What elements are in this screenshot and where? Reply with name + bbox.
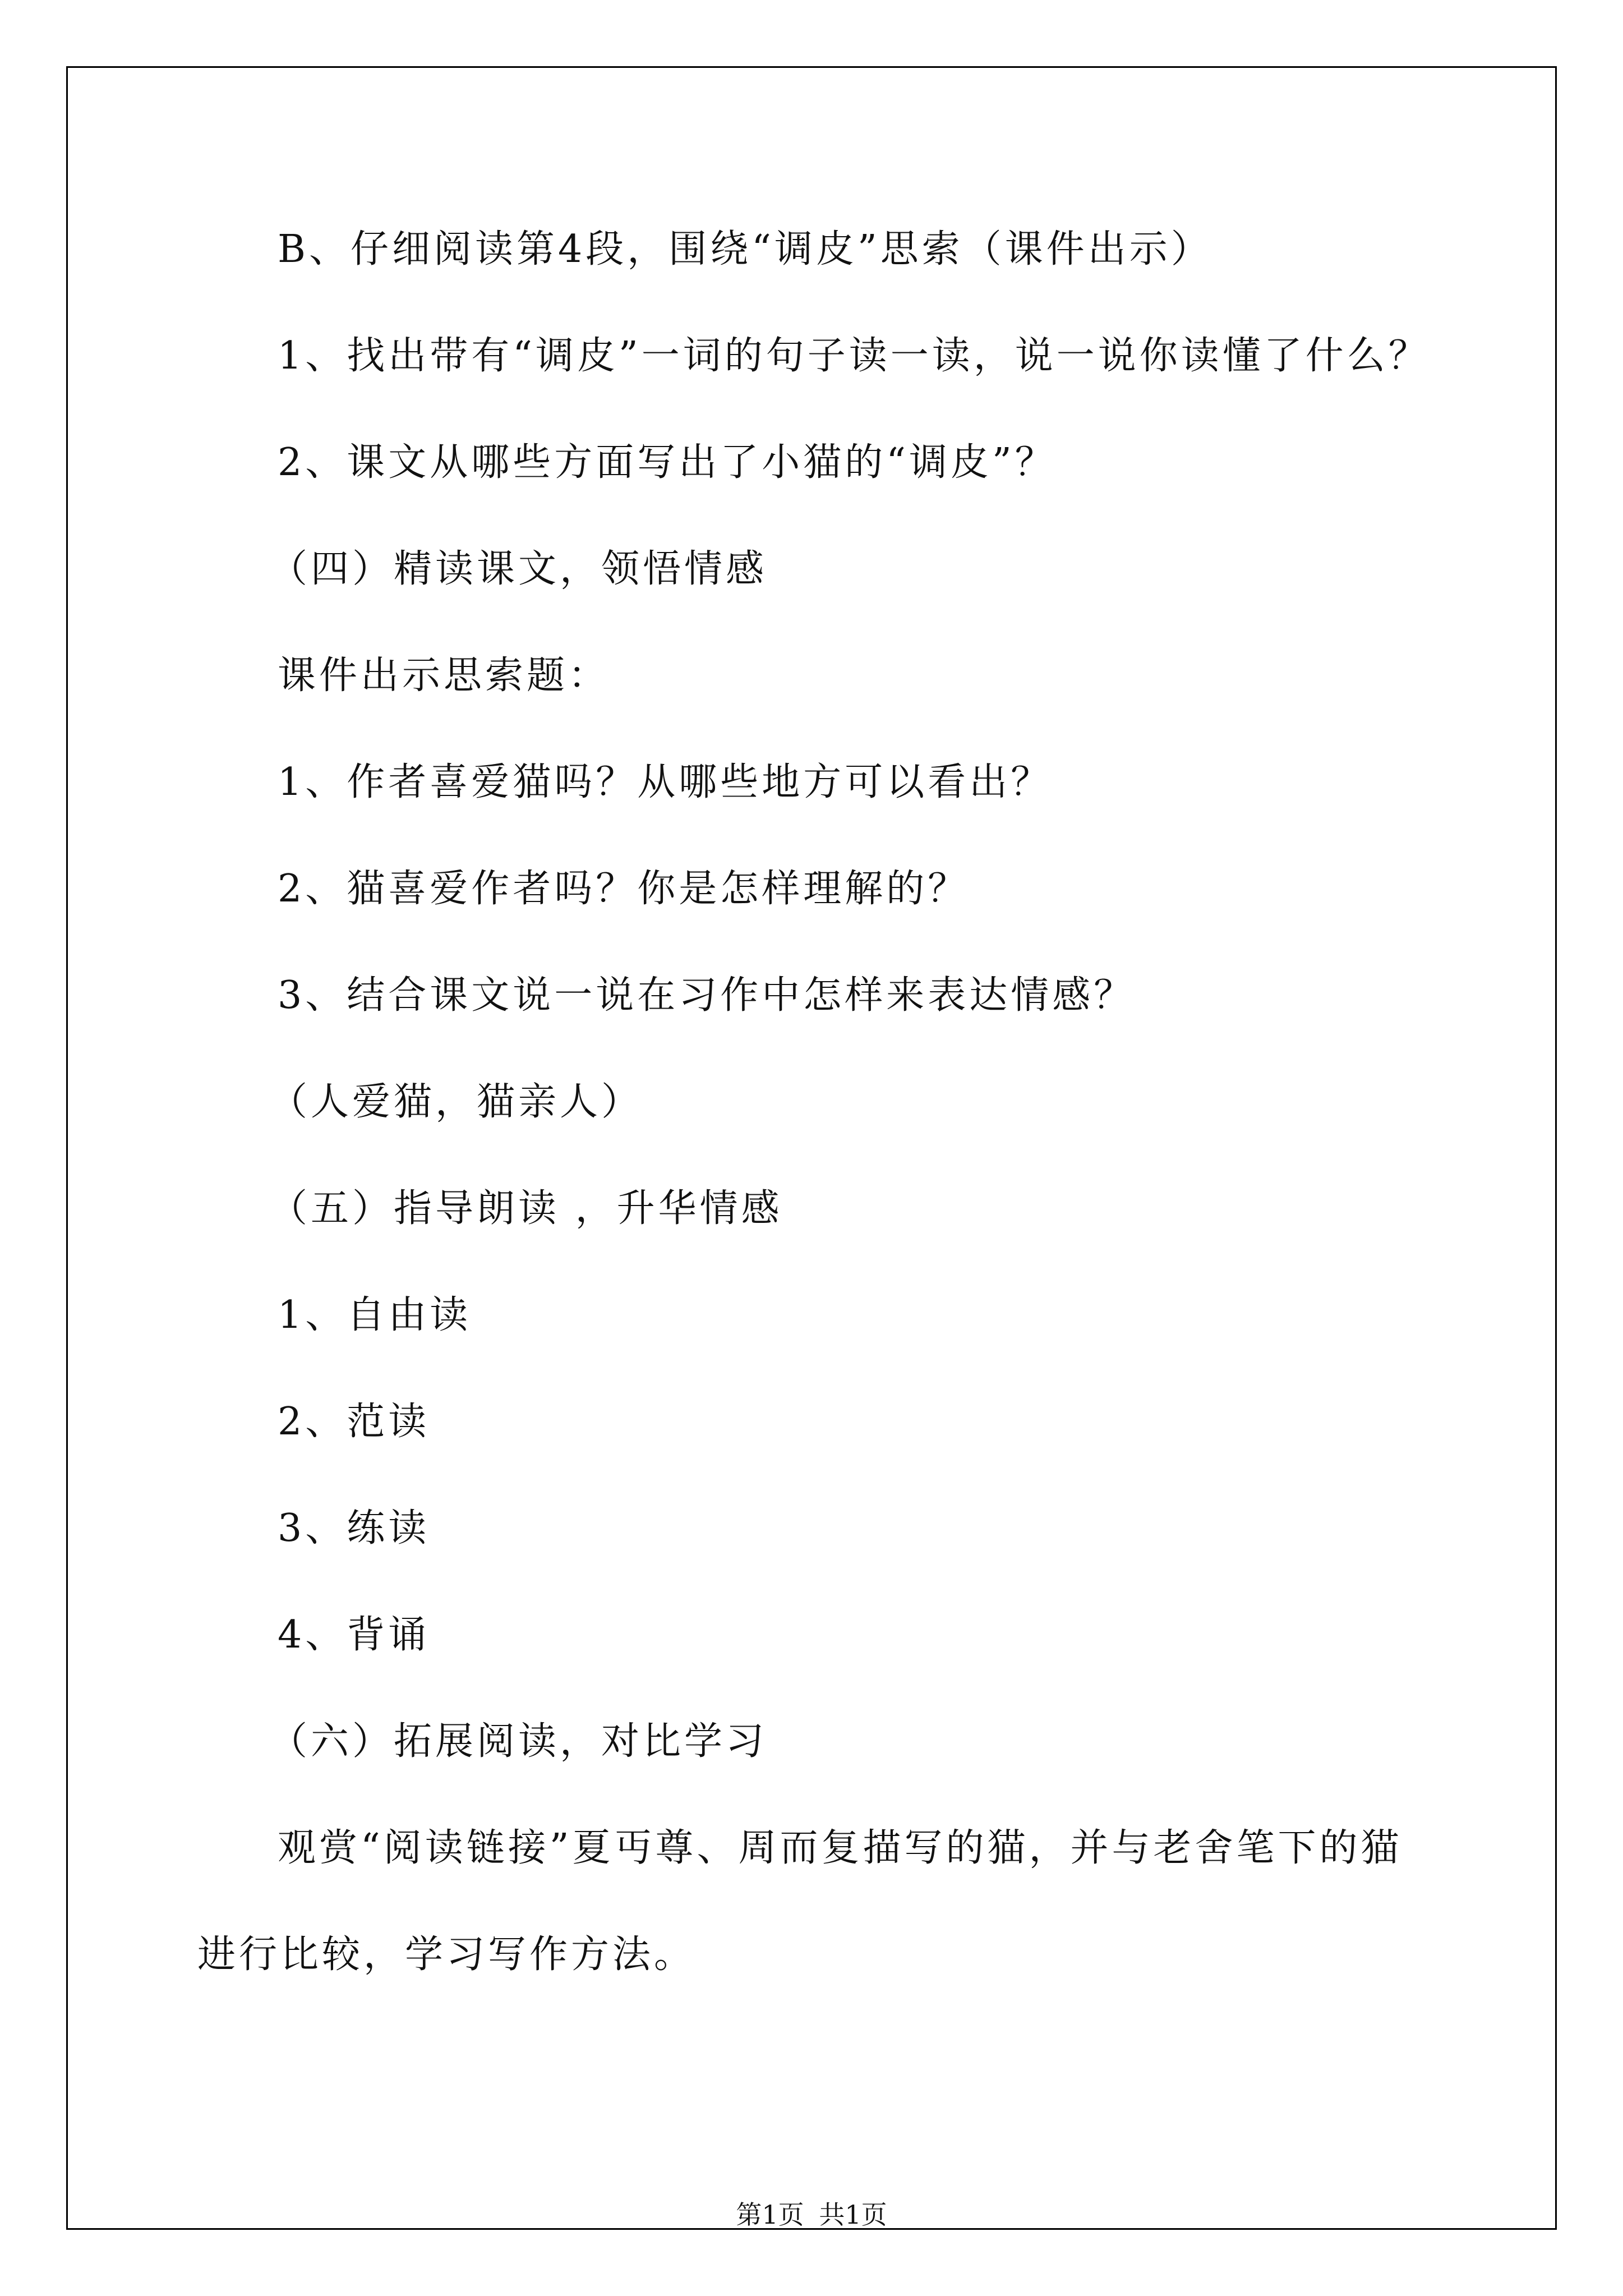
section-heading: （六）拓展阅读，对比学习 [269,1719,768,1764]
text-line: 4、背诵 [278,1613,430,1657]
text-line: 进行比较，学习写作方法。 [197,1932,696,1977]
page-number-total: 共1页 [819,2200,887,2230]
text-line: 3、练读 [278,1506,430,1550]
text-line: 2、范读 [278,1400,430,1444]
text-line: 观赏“阅读链接”夏丏尊、周而复描写的猫，并与老舍笔下的猫 [278,1826,1403,1870]
text-line: 课件出示思索题： [278,654,610,698]
text-line: 1、找出带有“调皮”一词的句子读一读，说一说你读懂了什么？ [278,334,1430,378]
text-line: 1、作者喜爱猫吗？从哪些地方可以看出？ [278,760,1053,804]
text-line: （人爱猫，猫亲人） [269,1080,643,1124]
text-line: 1、自由读 [278,1293,472,1337]
text-line: B、仔细阅读第4段，围绕“调皮”思索（课件出示） [278,227,1212,272]
text-line: 3、结合课文说一说在习作中怎样来表达情感？ [278,973,1136,1018]
page-number-current: 第1页 [736,2200,804,2230]
section-heading: （四）精读课文，领悟情感 [269,547,768,591]
page-footer [0,2199,1623,2230]
page-border [66,66,1557,2230]
text-line: 2、课文从哪些方面写出了小猫的“调皮”？ [278,440,1057,485]
text-line: 2、猫喜爱作者吗？你是怎样理解的？ [278,867,970,911]
section-heading: （五）指导朗读 ，升华情感 [269,1186,783,1231]
